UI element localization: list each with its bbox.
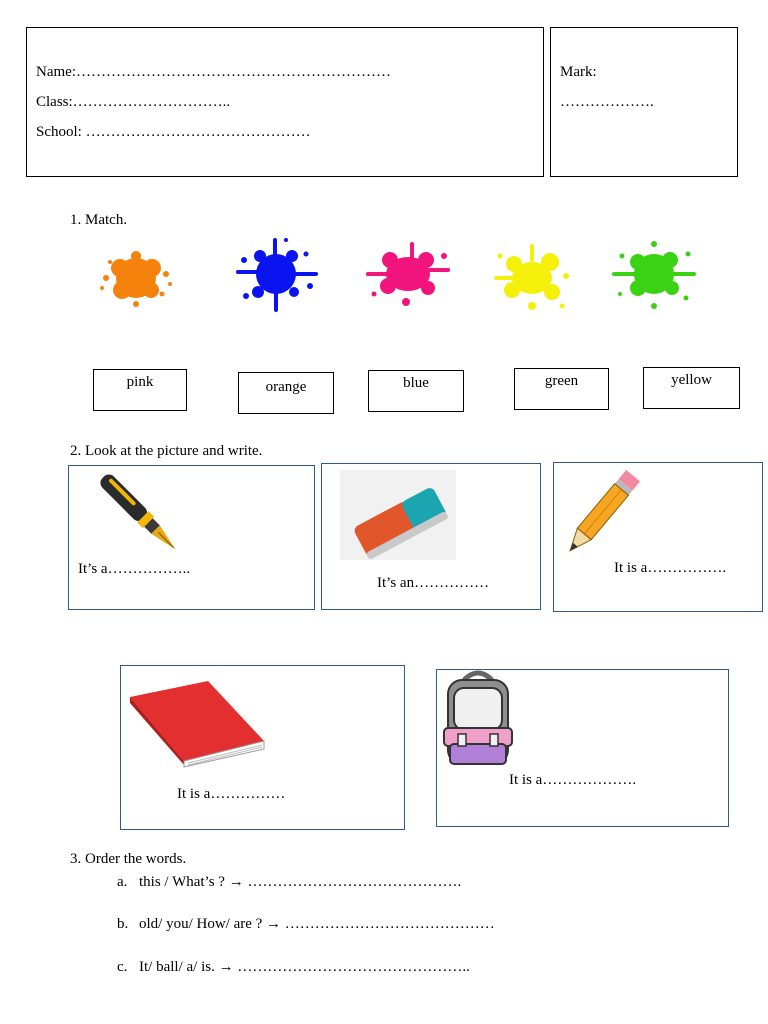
word-box-pink[interactable]: pink (93, 369, 187, 411)
q3-title: 3. Order the words. (70, 851, 187, 867)
pencil-answer-line[interactable]: It is a……………. (614, 560, 727, 576)
q3-item-b-label: b. (117, 916, 129, 932)
backpack-answer-line[interactable]: It is a………………. (509, 772, 637, 788)
yellow-paint-splat-icon (492, 242, 572, 314)
q3-item-a-label: a. (117, 874, 128, 890)
q2-title: 2. Look at the picture and write. (70, 443, 263, 459)
q3-item-a[interactable]: this / What’s ? → ……………………………………. (139, 874, 462, 890)
q3-item-c[interactable]: It/ ball/ a/ is. → ……………………………………….. (139, 959, 470, 975)
word-box-yellow[interactable]: yellow (643, 367, 740, 409)
class-line[interactable]: Class:………………………….. (36, 94, 231, 110)
q3-item-b[interactable]: old/ you/ How/ are ? → …………………………………… (139, 916, 495, 932)
eraser-answer-line[interactable]: It’s an…………… (377, 575, 490, 591)
word-box-blue[interactable]: blue (368, 370, 464, 412)
mark-dots[interactable]: ………………. (560, 94, 654, 110)
name-line[interactable]: Name:……………………………………………………… (36, 64, 391, 80)
green-paint-splat-icon (608, 236, 698, 314)
blue-paint-splat-icon (230, 234, 322, 314)
q3-item-c-label: c. (117, 959, 128, 975)
book-answer-line[interactable]: It is a…………… (177, 786, 286, 802)
orange-paint-splat-icon (96, 244, 176, 312)
fountain-pen-icon (92, 468, 188, 560)
word-box-green[interactable]: green (514, 368, 609, 410)
word-box-orange[interactable]: orange (238, 372, 334, 414)
eraser-icon (340, 470, 456, 560)
pen-answer-line[interactable]: It’s a…………….. (78, 561, 191, 577)
school-line[interactable]: School: ……………………………………… (36, 124, 311, 140)
backpack-icon (440, 670, 516, 766)
book-icon (126, 679, 266, 765)
pencil-icon (560, 468, 642, 560)
mark-label: Mark: (560, 64, 597, 80)
pink-paint-splat-icon (366, 238, 452, 312)
q1-title: 1. Match. (70, 212, 128, 228)
